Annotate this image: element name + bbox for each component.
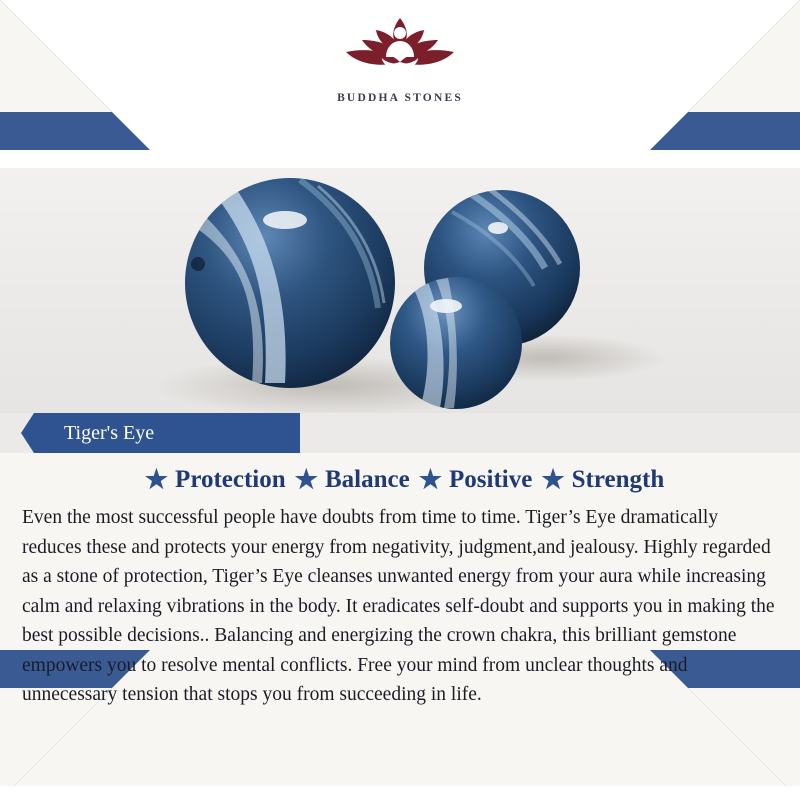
star-icon: ★ — [541, 465, 565, 494]
keyword-item — [286, 466, 410, 494]
keyword-label: Balance — [324, 466, 410, 493]
keyword-item — [410, 466, 533, 494]
brand-logo — [0, 14, 800, 104]
star-icon: ★ — [418, 465, 442, 494]
star-icon: ★ — [294, 465, 318, 494]
description-paragraph: Even the most successful people have doubts from time to time. Tiger’s Eye dramatically reduces these and protects your energy from negativity, judgment,and jealousy. Highly regarded as a stone of protection, Tiger’s Eye cleanses unwanted energy from your aura while increasing calm and relaxing vibrations in the body. It eradicates self-doubt and supports you in making the best possible decisions.. Balancing and energizing the crown chakra, this brilliant gemstone empowers you to resolve mental conflicts. Free your mind from unclear thoughts and unnecessary tension that stops you from succeeding in life. — [22, 507, 775, 705]
keyword-label: Strength — [571, 466, 665, 493]
hero-image — [0, 168, 800, 413]
keyword-label: Protection — [175, 466, 286, 493]
tigers-eye-spheres-illustration — [0, 168, 800, 413]
keyword-label: Positive — [449, 466, 533, 493]
star-icon: ★ — [144, 465, 169, 494]
stone-label: Tiger's Eye — [64, 421, 155, 444]
keyword-item — [532, 466, 664, 494]
lotus-meditation-icon — [330, 14, 470, 90]
benefit-keywords — [0, 459, 800, 501]
footer-spacer — [0, 786, 800, 800]
keyword-item — [136, 466, 286, 494]
stone-label-bar — [34, 413, 300, 453]
brand-name: BUDDHA STONES — [337, 92, 463, 104]
